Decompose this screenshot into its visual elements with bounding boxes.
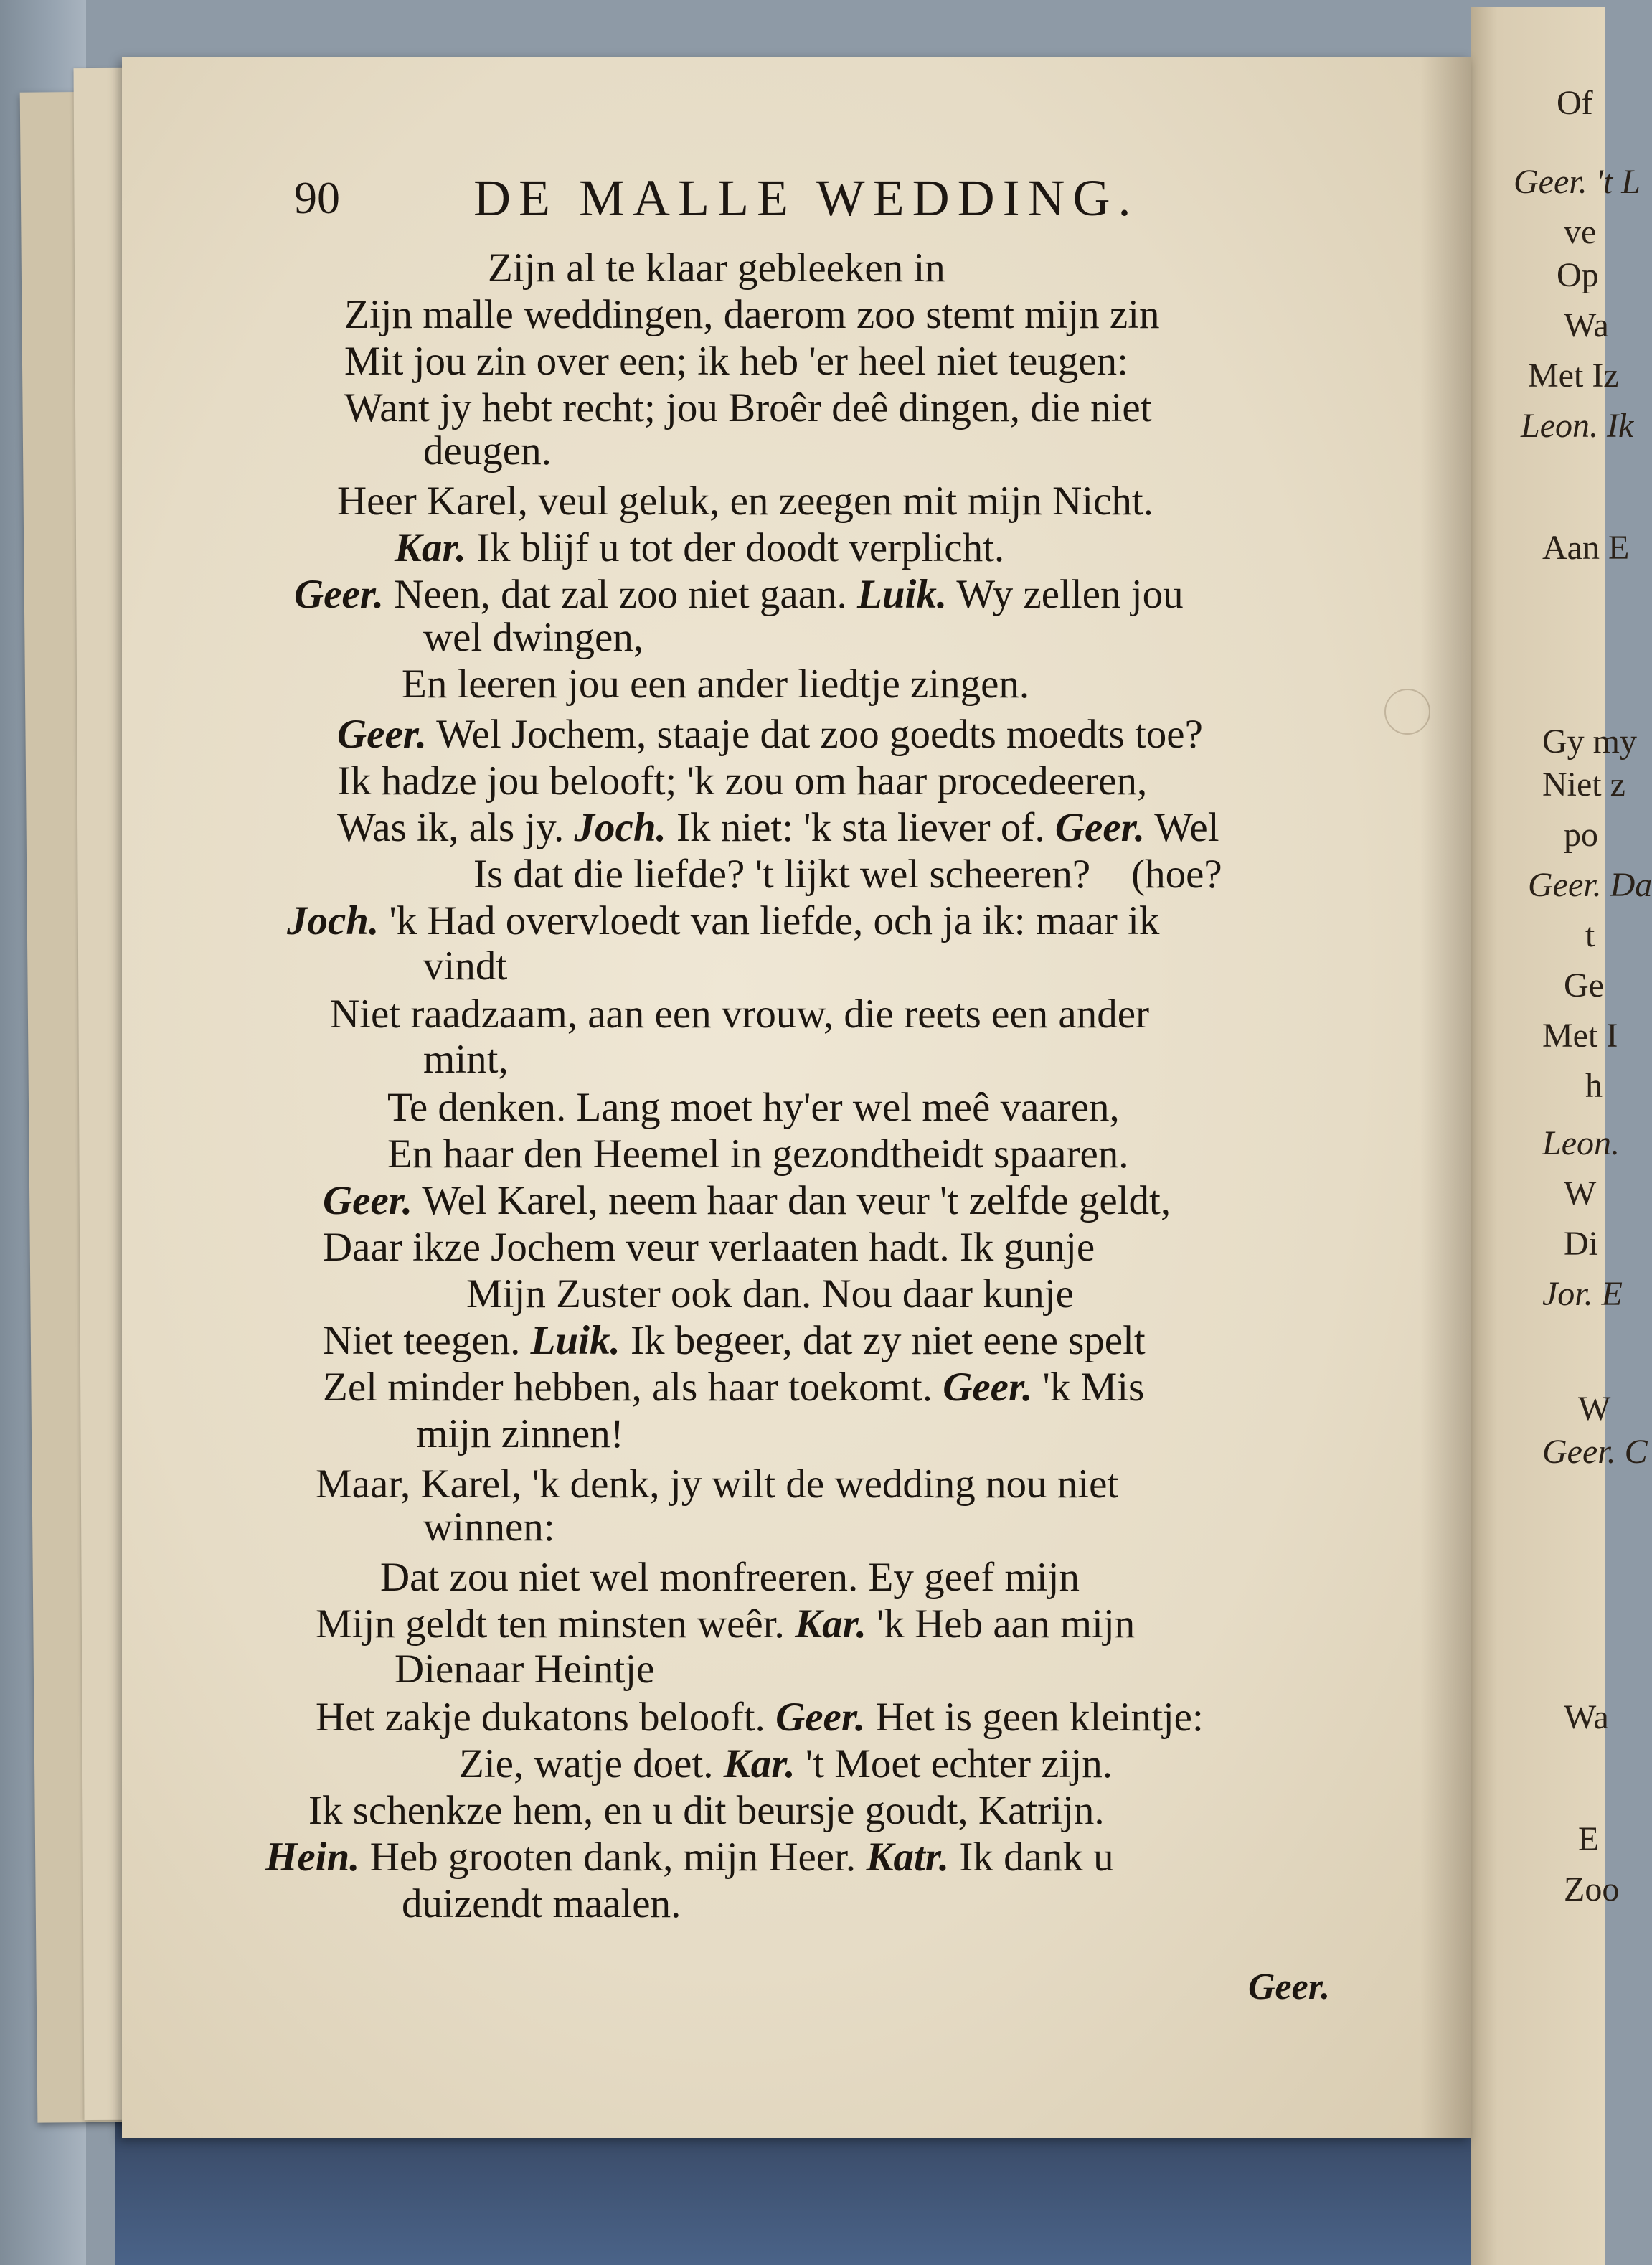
verse-line: vindt — [423, 943, 508, 989]
verse-line: Geer. Wel Karel, neem haar dan veur 't zelfde geldt, — [323, 1178, 1171, 1223]
speaker-name: Geer. — [943, 1365, 1033, 1410]
verse-line: En leeren jou een ander liedtje zingen. — [402, 661, 1030, 707]
verse-line: Dat zou niet wel monfreeren. Ey geef mijn — [380, 1555, 1080, 1600]
right-page-fragment: E — [1578, 1820, 1600, 1858]
verse-line: Want jy hebt recht; jou Broêr deê dingen, die niet — [344, 385, 1152, 430]
speaker-name: Geer. — [1054, 805, 1145, 850]
verse-line: mijn zinnen! — [416, 1411, 624, 1456]
right-page-fragment: ve — [1564, 213, 1597, 251]
speaker-name: Kar. — [723, 1741, 796, 1786]
right-page-fragment: Geer. 't L — [1514, 163, 1641, 201]
speaker-name: Geer. — [323, 1178, 413, 1223]
verse-line: Kar. Ik blijf u tot der doodt verplicht. — [395, 525, 1005, 570]
verse-line: Zijn al te klaar gebleeken in — [488, 245, 945, 291]
verse-line: Geer. Neen, dat zal zoo niet gaan. Luik. Wy zellen jou — [294, 572, 1184, 617]
right-page-fragment: Wa — [1564, 1698, 1609, 1736]
right-page-fragment: Wa — [1564, 306, 1609, 344]
verse-line: Te denken. Lang moet hy'er wel meê vaaren, — [387, 1085, 1120, 1130]
right-page-fragment: Of — [1557, 84, 1593, 122]
right-page-fragment: Zoo — [1564, 1870, 1620, 1908]
speaker-name: Luik. — [857, 572, 948, 617]
right-page-fragment: W — [1578, 1390, 1611, 1428]
verse-line: Daar ikze Jochem veur verlaaten hadt. Ik gunje — [323, 1225, 1095, 1270]
right-page-fragment: Jor. E — [1542, 1275, 1623, 1313]
verse-line: Zel minder hebben, als haar toekomt. Geer. 'k Mis — [323, 1365, 1145, 1410]
verse-line: Geer. Wel Jochem, staaje dat zoo goedts moedts toe? — [337, 712, 1203, 757]
verse-line: Mijn Zuster ook dan. Nou daar kunje — [466, 1271, 1074, 1317]
right-page — [1471, 7, 1652, 2265]
verse-text — [122, 57, 1471, 2138]
verse-line: Mit jou zin over een; ik heb 'er heel niet teugen: — [344, 339, 1128, 384]
right-page-fragment: Niet z — [1542, 766, 1625, 804]
verse-line: Zie, watje doet. Kar. 't Moet echter zijn. — [459, 1741, 1113, 1786]
verse-line: Is dat die liefde? 't lijkt wel scheeren? (hoe? — [473, 852, 1222, 897]
right-page-fragment: Geer. Da — [1528, 866, 1652, 904]
verse-line: wel dwingen, — [423, 615, 644, 660]
right-page-fragment: Ge — [1564, 966, 1604, 1004]
speaker-name: Geer. — [294, 572, 384, 617]
verse-line: Was ik, als jy. Joch. Ik niet: 'k sta liever of. Geer. Wel — [337, 805, 1219, 850]
speaker-name: Joch. — [574, 805, 666, 850]
right-page-fragment: Met Iz — [1528, 357, 1619, 395]
right-page-fragment: Met I — [1542, 1017, 1618, 1055]
page-number: 90 — [294, 172, 340, 223]
verse-line: Zijn malle weddingen, daerom zoo stemt mijn zin — [344, 292, 1160, 337]
right-page-fragment: Leon. — [1542, 1124, 1620, 1162]
verse-line: Niet teegen. Luik. Ik begeer, dat zy niet eene spelt — [323, 1318, 1146, 1363]
speaker-name: Katr. — [866, 1835, 950, 1880]
book-page — [122, 57, 1471, 2138]
right-page-fragment: Aan E — [1542, 529, 1630, 567]
speaker-name: Kar. — [395, 525, 466, 570]
verse-line: Heer Karel, veul geluk, en zeegen mit mijn Nicht. — [337, 479, 1153, 524]
verse-line: mint, — [423, 1037, 509, 1082]
verse-line: Ik hadze jou belooft; 'k zou om haar procedeeren, — [337, 758, 1148, 804]
verse-line: Hein. Heb grooten dank, mijn Heer. Katr. Ik dank u — [265, 1835, 1114, 1880]
speaker-name: Kar. — [795, 1601, 867, 1647]
right-page-fragment: po — [1564, 816, 1598, 854]
right-page-fragment: h — [1585, 1067, 1603, 1105]
right-page-fragment: Di — [1564, 1225, 1598, 1263]
speaker-name: Luik. — [530, 1318, 620, 1363]
verse-line: Dienaar Heintje — [395, 1647, 655, 1692]
speaker-name: Geer. — [775, 1695, 866, 1740]
verse-line: Mijn geldt ten minsten weêr. Kar. 'k Heb aan mijn — [316, 1601, 1136, 1647]
verse-line: Ik schenkze hem, en u dit beursje goudt, Katrijn. — [308, 1788, 1105, 1833]
right-page-fragment: Op — [1557, 256, 1599, 294]
verse-line: Joch. 'k Had overvloedt van liefde, och ja ik: maar ik — [287, 898, 1160, 943]
verse-line: deugen. — [423, 428, 552, 474]
verse-line: Maar, Karel, 'k denk, jy wilt de wedding nou niet — [316, 1461, 1119, 1507]
right-page-fragment: Gy my — [1542, 722, 1637, 761]
verse-line: En haar den Heemel in gezondtheidt spaaren. — [387, 1131, 1129, 1177]
verse-line: Niet raadzaam, aan een vrouw, die reets een ander — [330, 992, 1150, 1037]
right-page-fragment: Leon. Ik — [1521, 407, 1634, 445]
catchword: Geer. — [1248, 1967, 1331, 2007]
right-page-fragment: t — [1585, 916, 1595, 954]
speaker-name: Joch. — [287, 898, 379, 943]
running-title: DE MALLE WEDDING. — [473, 169, 1139, 227]
right-page-fragment: Geer. C — [1542, 1433, 1648, 1471]
verse-line: duizendt maalen. — [402, 1881, 681, 1926]
speaker-name: Hein. — [265, 1835, 360, 1880]
verse-line: Het zakje dukatons belooft. Geer. Het is geen kleintje: — [316, 1695, 1204, 1740]
verse-line: winnen: — [423, 1504, 555, 1550]
speaker-name: Geer. — [337, 712, 428, 757]
right-page-fragment: W — [1564, 1174, 1597, 1212]
